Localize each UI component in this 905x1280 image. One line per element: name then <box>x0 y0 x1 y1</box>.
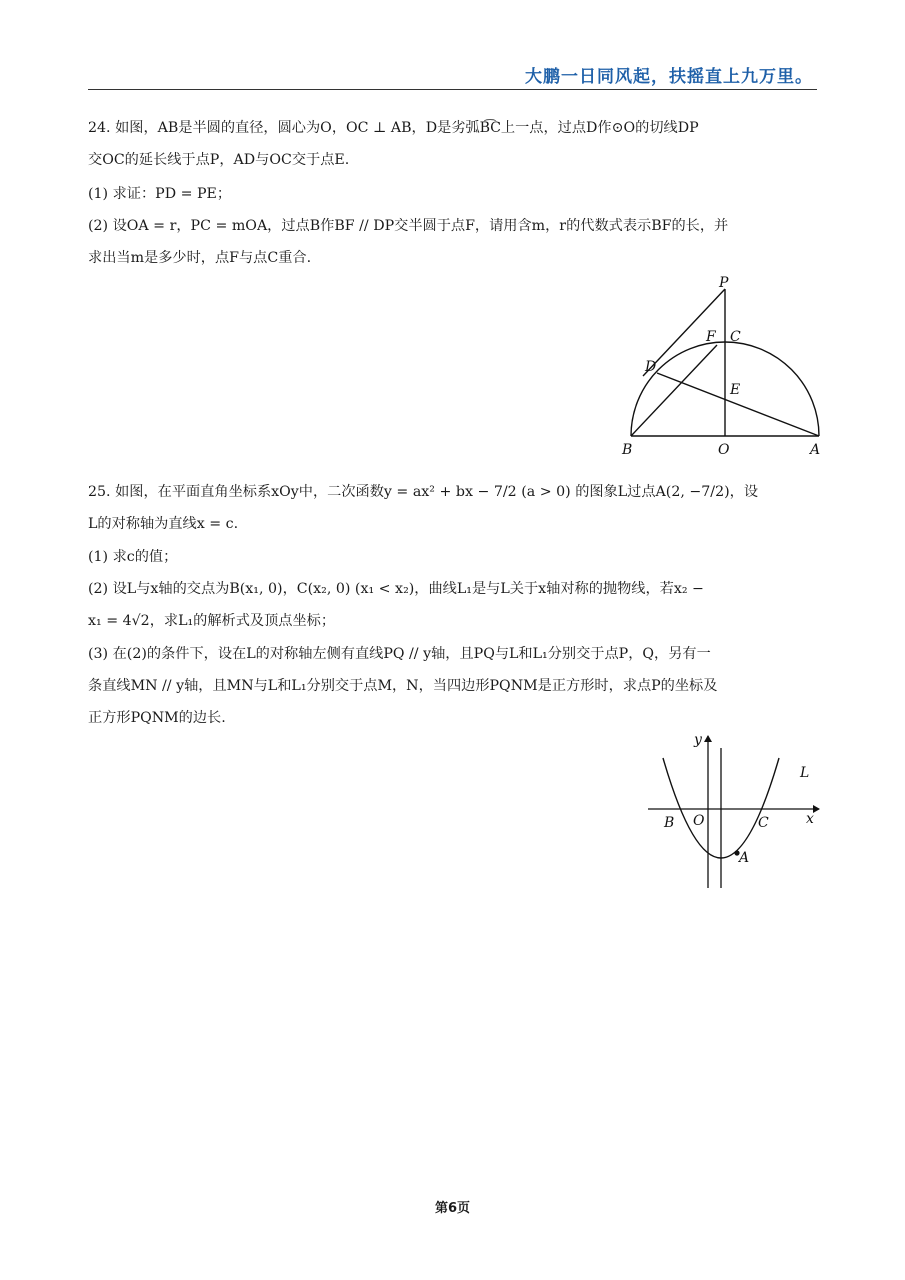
label-a: A <box>739 850 750 866</box>
label-o: O <box>718 442 730 458</box>
problem25-part3c: 正方形PQNM的边长. <box>88 710 226 726</box>
label-y: y <box>694 732 702 748</box>
label-o: O <box>693 813 705 829</box>
label-d: D <box>645 359 657 375</box>
problem25-line2: L的对称轴为直线x = c. <box>88 516 239 532</box>
segment-bf <box>631 345 717 436</box>
label-l: L <box>800 765 810 781</box>
label-p: P <box>719 275 729 291</box>
problem25-part1: (1) 求c的值； <box>88 549 178 565</box>
label-b: B <box>622 442 633 458</box>
problem24-part1: (1) 求证：PD = PE； <box>88 186 232 202</box>
problem24-line2: 交OC的延长线于点P，AD与OC交于点E. <box>88 152 350 168</box>
header-rule <box>88 89 817 90</box>
problem25-part3a: (3) 在(2)的条件下，设在L的对称轴左侧有直线PQ // y轴，且PQ与L和L₁分别交于点P，Q，另有一 <box>88 646 711 662</box>
parabola-figure <box>640 725 830 895</box>
problem24-part2b: 求出当m是多少时，点F与点C重合. <box>88 250 312 266</box>
problem25-part2a: (2) 设L与x轴的交点为B(x₁, 0)，C(x₂, 0) (x₁ < x₂)，曲线L₁是与L关于x轴对称的抛物线，若x₂ − <box>88 581 704 597</box>
page-number: 第6页 <box>434 1201 471 1216</box>
problem25-part2b: x₁ = 4√2，求L₁的解析式及顶点坐标； <box>88 613 336 629</box>
problem25-part3b: 条直线MN // y轴，且MN与L和L₁分别交于点M，N，当四边形PQNM是正方形时，求点P的坐标及 <box>88 678 718 694</box>
label-e: E <box>730 382 741 398</box>
problem25-line1: 25. 如图，在平面直角坐标系xOy中，二次函数y = ax² + bx − 7/2 (a > 0) 的图象L过点A(2, −7/2)，设 <box>88 484 759 500</box>
semicircle-figure <box>615 270 835 460</box>
label-b: B <box>664 815 675 831</box>
label-f: F <box>706 329 716 345</box>
label-a: A <box>810 442 821 458</box>
problem24-part2a: (2) 设OA = r，PC = mOA，过点B作BF // DP交半圆于点F，请用含m，r的代数式表示BF的长，并 <box>88 218 729 234</box>
problem24-line1: 24. 如图，AB是半圆的直径，圆心为O，OC ⊥ AB，D是劣弧B͡C上一点，过点D作⊙O的切线DP <box>88 120 699 136</box>
header-motto: 大鹏一日同风起，扶摇直上九万里。 <box>525 67 813 87</box>
label-c: C <box>758 815 769 831</box>
label-x: x <box>806 811 814 827</box>
label-c: C <box>730 329 741 345</box>
